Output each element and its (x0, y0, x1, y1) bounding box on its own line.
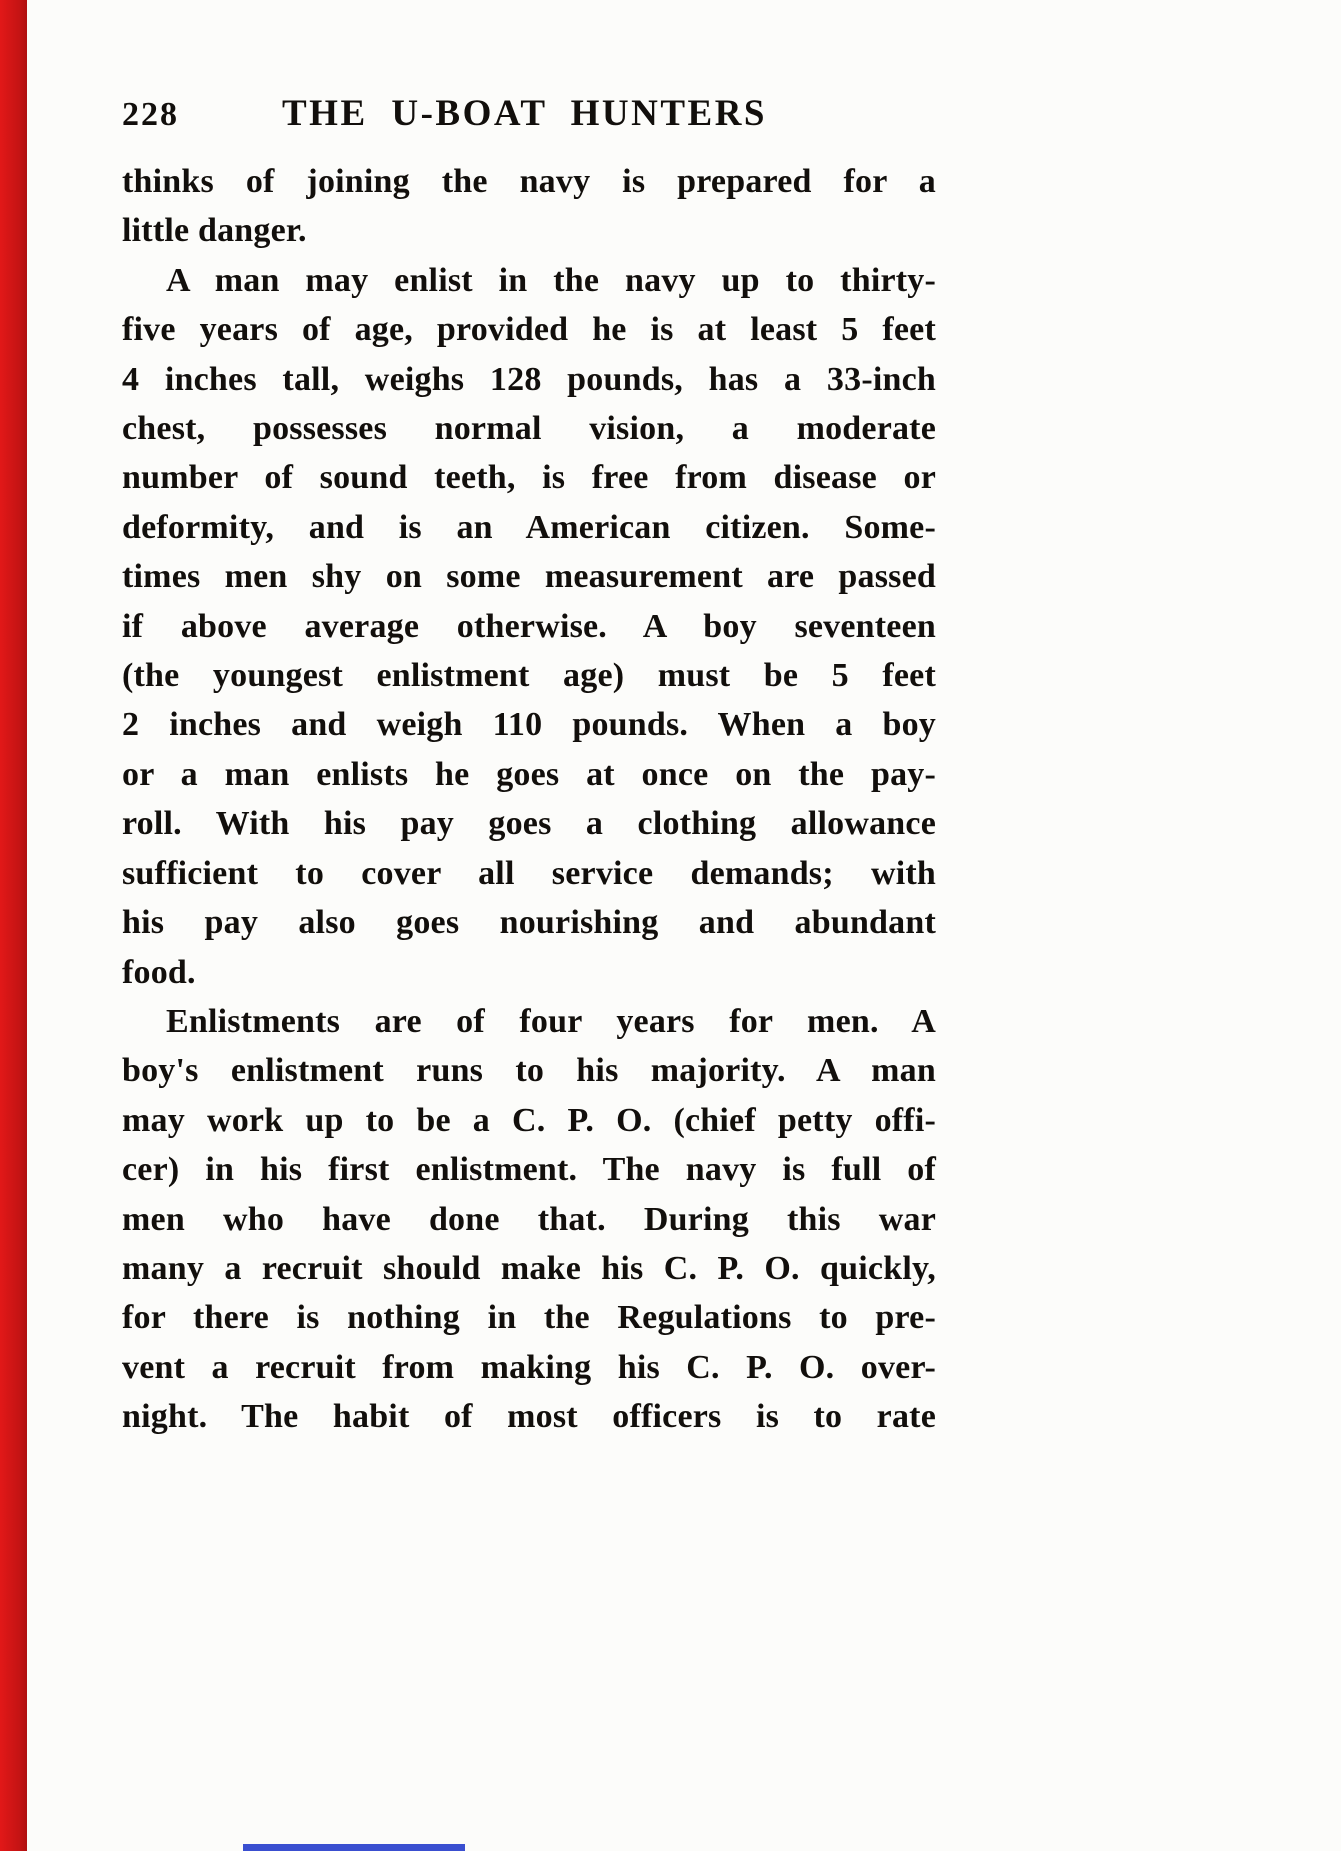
text-line: night. The habit of most officers is to rate (122, 1398, 936, 1436)
text-line: boy's enlistment runs to his majority. A man (122, 1052, 936, 1090)
body-text (122, 157, 936, 1442)
text-line: 2 inches and weigh 110 pounds. When a boy (122, 706, 936, 744)
text-line: if above average otherwise. A boy seventeen (122, 607, 936, 645)
text-line: little danger. (122, 212, 307, 250)
text-line: A man may enlist in the navy up to thirty- (166, 261, 936, 299)
text-line: deformity, and is an American citizen. Some- (122, 508, 936, 546)
text-line: (the youngest enlistment age) must be 5 feet (122, 657, 936, 695)
running-title: THE U-BOAT HUNTERS (282, 93, 767, 134)
text-line: chest, possesses normal vision, a moderate (122, 410, 936, 448)
scan-artifact-mark (243, 1844, 465, 1851)
text-line: vent a recruit from making his C. P. O. over- (122, 1348, 936, 1386)
scan-edge-band (0, 0, 27, 1851)
text-line: roll. With his pay goes a clothing allowance (122, 805, 936, 843)
text-line: number of sound teeth, is free from disease or (122, 459, 936, 497)
text-line: his pay also goes nourishing and abundant (122, 904, 936, 942)
running-header (122, 92, 936, 135)
text-line: or a man enlists he goes at once on the pay- (122, 755, 936, 793)
page-number: 228 (122, 96, 179, 133)
text-line: sufficient to cover all service demands; with (122, 854, 936, 892)
text-line: Enlistments are of four years for men. A (166, 1002, 936, 1040)
text-line: cer) in his first enlistment. The navy is full of (122, 1151, 936, 1189)
text-line: men who have done that. During this war (122, 1200, 936, 1238)
text-line: thinks of joining the navy is prepared for a (122, 163, 936, 200)
text-line: five years of age, provided he is at least 5 feet (122, 311, 936, 349)
text-line: many a recruit should make his C. P. O. quickly, (122, 1249, 936, 1287)
page-content (122, 92, 936, 1442)
text-line: times men shy on some measurement are passed (122, 558, 936, 596)
text-line: food. (122, 953, 196, 991)
text-line: may work up to be a C. P. O. (chief petty offi- (122, 1101, 936, 1139)
text-line: for there is nothing in the Regulations to pre- (122, 1299, 936, 1337)
text-line: 4 inches tall, weighs 128 pounds, has a 33-inch (122, 360, 936, 398)
